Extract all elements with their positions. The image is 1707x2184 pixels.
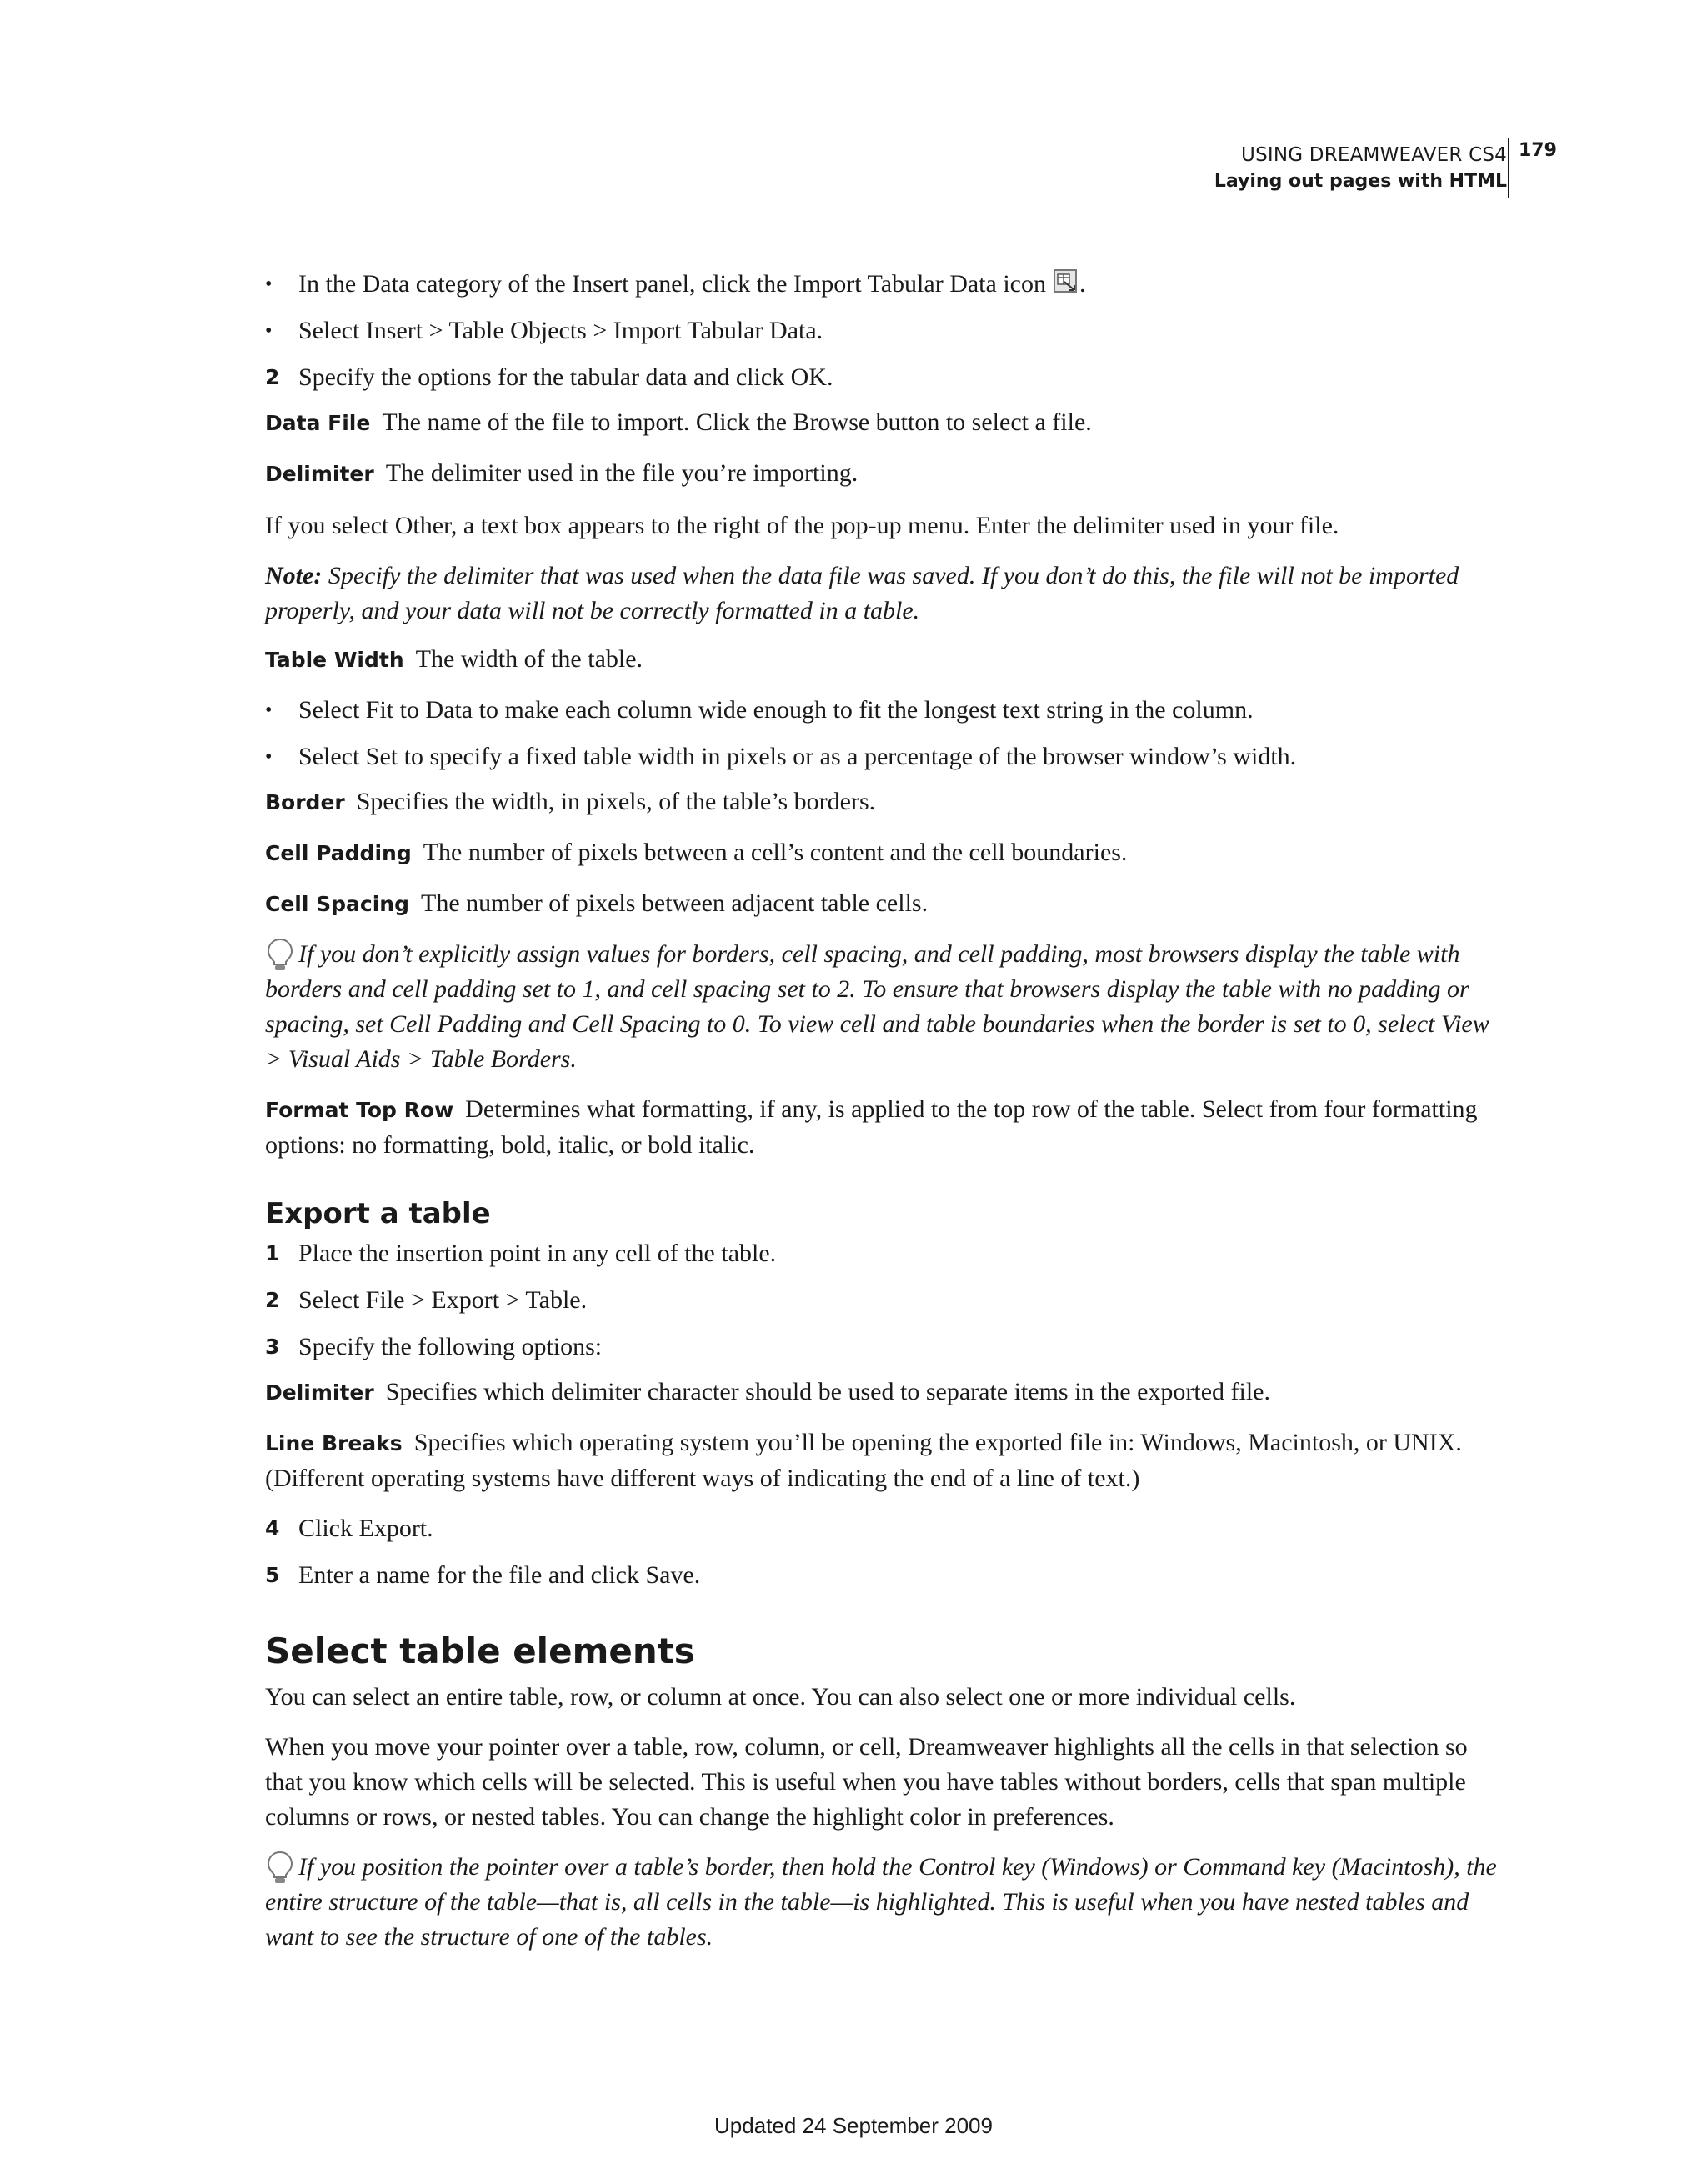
term-label: Line Breaks [265, 1431, 403, 1455]
bullet-item [265, 693, 1503, 728]
term-label: Delimiter [265, 1380, 374, 1405]
step-item [265, 360, 1503, 395]
page-footer: Updated 24 September 2009 [714, 2113, 993, 2138]
section-heading-export: Export a table [265, 1197, 491, 1230]
term-label: Data File [265, 411, 371, 435]
bullet-text: Select Fit to Data to make each column wide enough to fit the longest text string in the column. [298, 696, 1254, 724]
note: Note: Specify the delimiter that was used when the data file was saved. If you don’t do this, the file will not be imported properly, and your data will not be correctly formatted in a table. [265, 562, 1459, 624]
paragraph: You can select an entire table, row, or column at once. You can also select one or more individual cells. [265, 1683, 1296, 1711]
tip: If you don’t explicitly assign values for borders, cell spacing, and cell padding, most browsers display the table with borders and cell padding set to 1, and cell spacing set to 2. To ensure that browsers display the table with no padding or spacing, set Cell Padding and Cell Spacing to 0. To view cell and table boundaries when the border is set to 0, select View > Visual Aids > Table Borders. [265, 937, 1503, 1077]
paragraph: If you select Other, a text box appears to the right of the pop-up menu. Enter the delimiter used in your file. [265, 512, 1339, 539]
definition-cell-padding: Cell Padding The number of pixels between a cell’s content and the cell boundaries. [265, 839, 1128, 866]
step-number: 3 [265, 1335, 280, 1359]
step-number: 4 [265, 1516, 280, 1540]
bullet-text: Select Insert > Table Objects > Import Tabular Data. [298, 317, 823, 344]
step-number: 2 [265, 1288, 280, 1312]
paragraph: When you move your pointer over a table, row, column, or cell, Dreamweaver highlights all the cells in that selection so that you know which cells will be selected. This is useful when you have tables without borders, cells that span multiple columns or rows, or nested tables. You can change the highlight color in preferences. [265, 1733, 1468, 1831]
step-number: 1 [265, 1241, 280, 1265]
bullet-item [265, 267, 1503, 302]
definition-delimiter: Delimiter The delimiter used in the file you’re importing. [265, 459, 859, 487]
step-text: Enter a name for the file and click Save. [298, 1561, 701, 1589]
step-item [265, 1236, 1503, 1271]
step-text: Place the insertion point in any cell of the table. [298, 1240, 777, 1267]
step-text: Specify the following options: [298, 1333, 603, 1360]
bullet-item [265, 739, 1503, 774]
step-item [265, 1283, 1503, 1318]
bullet-icon: • [265, 746, 273, 768]
term-label: Border [265, 790, 345, 814]
header-title: USING DREAMWEAVER CS4 [1241, 144, 1507, 166]
header-divider [1508, 138, 1509, 198]
step-item [265, 1330, 1503, 1365]
definition-cell-spacing: Cell Spacing The number of pixels between adjacent table cells. [265, 889, 929, 917]
header-subtitle: Laying out pages with HTML [1214, 171, 1507, 192]
tip: If you position the pointer over a table’s border, then hold the Control key (Windows) or Command key (Macintosh), the entire structure of the table—that is, all cells in the table—is highlighted. This is useful when you have nested tables and want to see the structure of one of the tables. [265, 1850, 1503, 1955]
step-number: 2 [265, 365, 280, 389]
bullet-icon: • [265, 273, 273, 295]
definition-format-top-row: Format Top Row Determines what formatting, if any, is applied to the top row of the table. Select from four formatting options: no formatting, bold, italic, or bold italic. [265, 1095, 1478, 1159]
step-text: Click Export. [298, 1515, 433, 1542]
term-label: Delimiter [265, 462, 374, 486]
definition-border: Border Specifies the width, in pixels, of the table’s borders. [265, 788, 876, 815]
term-label: Cell Spacing [265, 892, 409, 916]
step-item [265, 1511, 1503, 1546]
export-steps [265, 1236, 1503, 1365]
step-text: Select File > Export > Table. [298, 1286, 588, 1314]
import-tabular-data-icon [1053, 268, 1079, 295]
term-label: Format Top Row [265, 1098, 454, 1122]
step-item [265, 1558, 1503, 1593]
bullet-icon: • [265, 320, 273, 342]
step-number: 5 [265, 1563, 280, 1587]
definition-delimiter-export: Delimiter Specifies which delimiter character should be used to separate items in the exported file. [265, 1378, 1270, 1405]
definition-data-file: Data File The name of the file to import. Click the Browse button to select a file. [265, 408, 1092, 436]
page-number: 179 [1519, 140, 1557, 161]
section-heading-select: Select table elements [265, 1630, 695, 1671]
page-content [265, 267, 1503, 1955]
bullet-icon: • [265, 699, 273, 721]
term-label: Table Width [265, 648, 404, 672]
definition-table-width: Table Width The width of the table. [265, 645, 643, 673]
definition-line-breaks: Line Breaks Specifies which operating system you’ll be opening the exported file in: Windows, Macintosh, or UNIX. (Different operating systems have different ways of indicating the end of a line of text.) [265, 1429, 1462, 1492]
bullet-text: In the Data category of the Insert panel, click the Import Tabular Data icon . [298, 270, 1086, 298]
note-label: Note: [265, 562, 323, 589]
lightbulb-icon [265, 1850, 295, 1885]
running-header [1214, 142, 1507, 195]
term-label: Cell Padding [265, 841, 412, 865]
bullet-item [265, 313, 1503, 348]
lightbulb-icon [265, 937, 295, 972]
bullet-text: Select Set to specify a fixed table width in pixels or as a percentage of the browser window’s width. [298, 743, 1297, 770]
step-text: Specify the options for the tabular data and click OK. [298, 363, 833, 391]
